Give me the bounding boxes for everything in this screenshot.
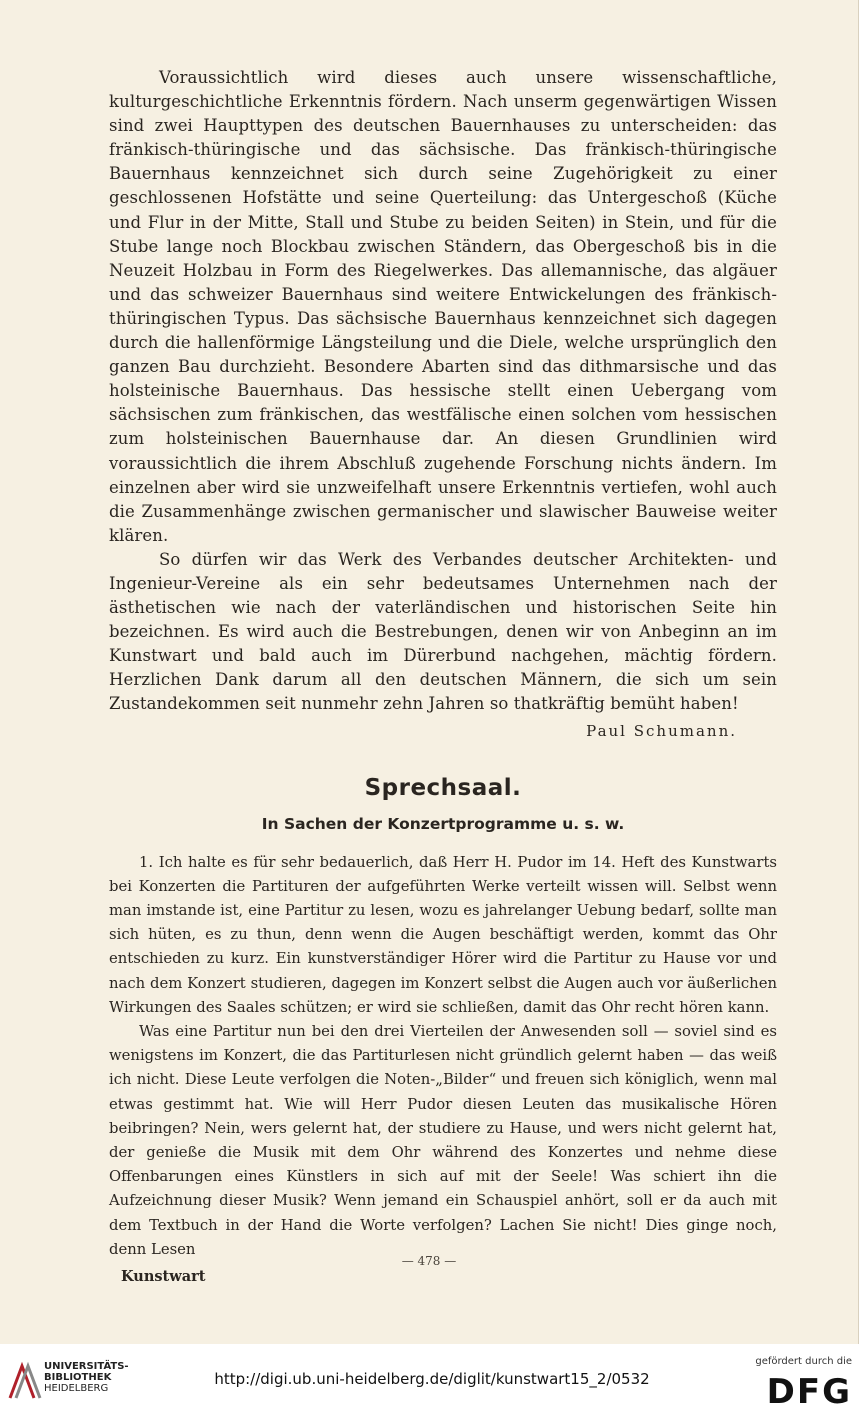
letter-paragraph-1: 1. Ich halte es für sehr bedauerlich, daß Herr H. Pudor im 14. Heft des Kunstwarts bei Konzerten die Partituren der aufgeführten Werke verteilt wissen will. Selbst wenn man imstande ist, eine Partitur zu lesen, wozu es jahrelanger Uebung bedarf, sollte man sich hüten, es zu thun, denn wenn die Augen beschäftigt werden, kommt das Ohr entschieden zu kurz. Ein kunstverständiger Hörer wird die Partitur zu Hause vor und nach dem Konzert studieren, dagegen im Konzert selbst die Augen auch vor äußerlichen Wirkungen des Saales schützen; er wird sie schließen, damit das Ohr recht hören kann. — [109, 853, 777, 1016]
page-number: — 478 — — [401, 1254, 457, 1268]
article-body — [109, 66, 777, 1285]
section-heading: Sprechsaal. — [364, 774, 522, 801]
paragraph-2: So dürfen wir das Werk des Verbandes deutscher Architekten- und Ingenieur-Vereine als ein sehr bedeutsames Unternehmen nach der ästhetischen wie nach der vaterländischen und historischen Seite hin bezeichnen. Es wird auch die Bestrebungen, denen wir von Anbeginn an im Kunstwart und bald auch im Dürerbund nachgehen, mächtig fördern. Herzlichen Dank darum all den deutschen Männern, die sich um sein Zustandekommen seit nunmehr zehn Jahren so thatkräftig bemüht haben! — [109, 549, 777, 714]
running-footer: Kunstwart — [121, 1267, 206, 1285]
author-signature: Paul Schumann. — [586, 721, 737, 740]
library-name: UNIVERSITÄTS- BIBLIOTHEK HEIDELBERG — [44, 1361, 129, 1394]
viewer-footer-bar — [0, 1344, 864, 1416]
dfg-logo: DFG — [766, 1372, 852, 1412]
source-url-link[interactable]: http://digi.ub.uni-heidelberg.de/diglit/kunstwart15_2/0532 — [214, 1370, 650, 1388]
section-subheading: In Sachen der Konzertprogramme u. s. w. — [261, 814, 625, 833]
sponsor-caption: gefördert durch die — [755, 1356, 852, 1367]
paragraph-1: Voraussichtlich wird dieses auch unsere wissenschaftliche, kulturgeschichtliche Erkenntnis fördern. Nach unserm gegenwärtigen Wissen sind zwei Haupttypen des deutschen Bauernhauses zu unterscheiden: das fränkisch-thüringische und das sächsische. Das fränkisch-thüringische Bauernhaus kennzeichnet sich durch seine Zugehörigkeit zu einer geschlossenen Hofstätte und seine Querteilung: das Untergeschoß (Küche und Flur in der Mitte, Stall und Stube zu beiden Seiten) in Stein, und für die Stube lange noch Blockbau zwischen Ständern, das Obergeschoß bis in die Neuzeit Holzbau in Form des Riegelwerkes. Das allemannische, das algäuer und das schweizer Bauernhaus sind weitere Entwickelungen des fränkisch-thüringischen Typus. Das sächsische Bauernhaus kennzeichnet sich dagegen durch die hallenförmige Längsteilung und die Diele, welche ursprünglich den ganzen Bau durchzieht. Besondere Abarten sind das dithmarsische und das holsteinische Bauernhaus. Das hessische stellt einen Uebergang vom sächsischen zum fränkischen, das westfälische einen solchen vom hessischen zum holsteinischen Bauernhause dar. An diesen Grundlinien wird voraussichtlich die ihrem Abschluß zugehende Forschung nichts ändern. Im einzelnen aber wird sie unzweifelhaft unsere Erkenntnis vertiefen, wohl auch die Zusammenhänge zwischen germanischer und slawischer Bauweise weiter klären. — [109, 68, 777, 545]
letter-paragraph-2: Was eine Partitur nun bei den drei Vierteilen der Anwesenden soll — soviel sind es wenigstens im Konzert, die das Partiturlesen nicht gründlich gelernt haben — das weiß ich nicht. Diese Leute verfolgen die Noten-„Bilder“ und freuen sich königlich, wenn mal etwas gestimmt hat. Wie will Herr Pudor diesen Leuten das musikalische Hören beibringen? Nein, wers gelernt hat, der studiere zu Hause, und wers nicht gelernt hat, der genieße die Musik mit dem Ohr während des Konzertes und nehme diese Offenbarungen eines Künstlers in sich auf mit der Seele! Was schiert ihn die Aufzeichnung dieser Musik? Wenn jemand ein Schauspiel anhört, soll er da auch mit dem Textbuch in der Hand die Worte verfolgen? Lachen Sie nicht! Dies ginge noch, denn Lesen — [109, 1022, 777, 1258]
